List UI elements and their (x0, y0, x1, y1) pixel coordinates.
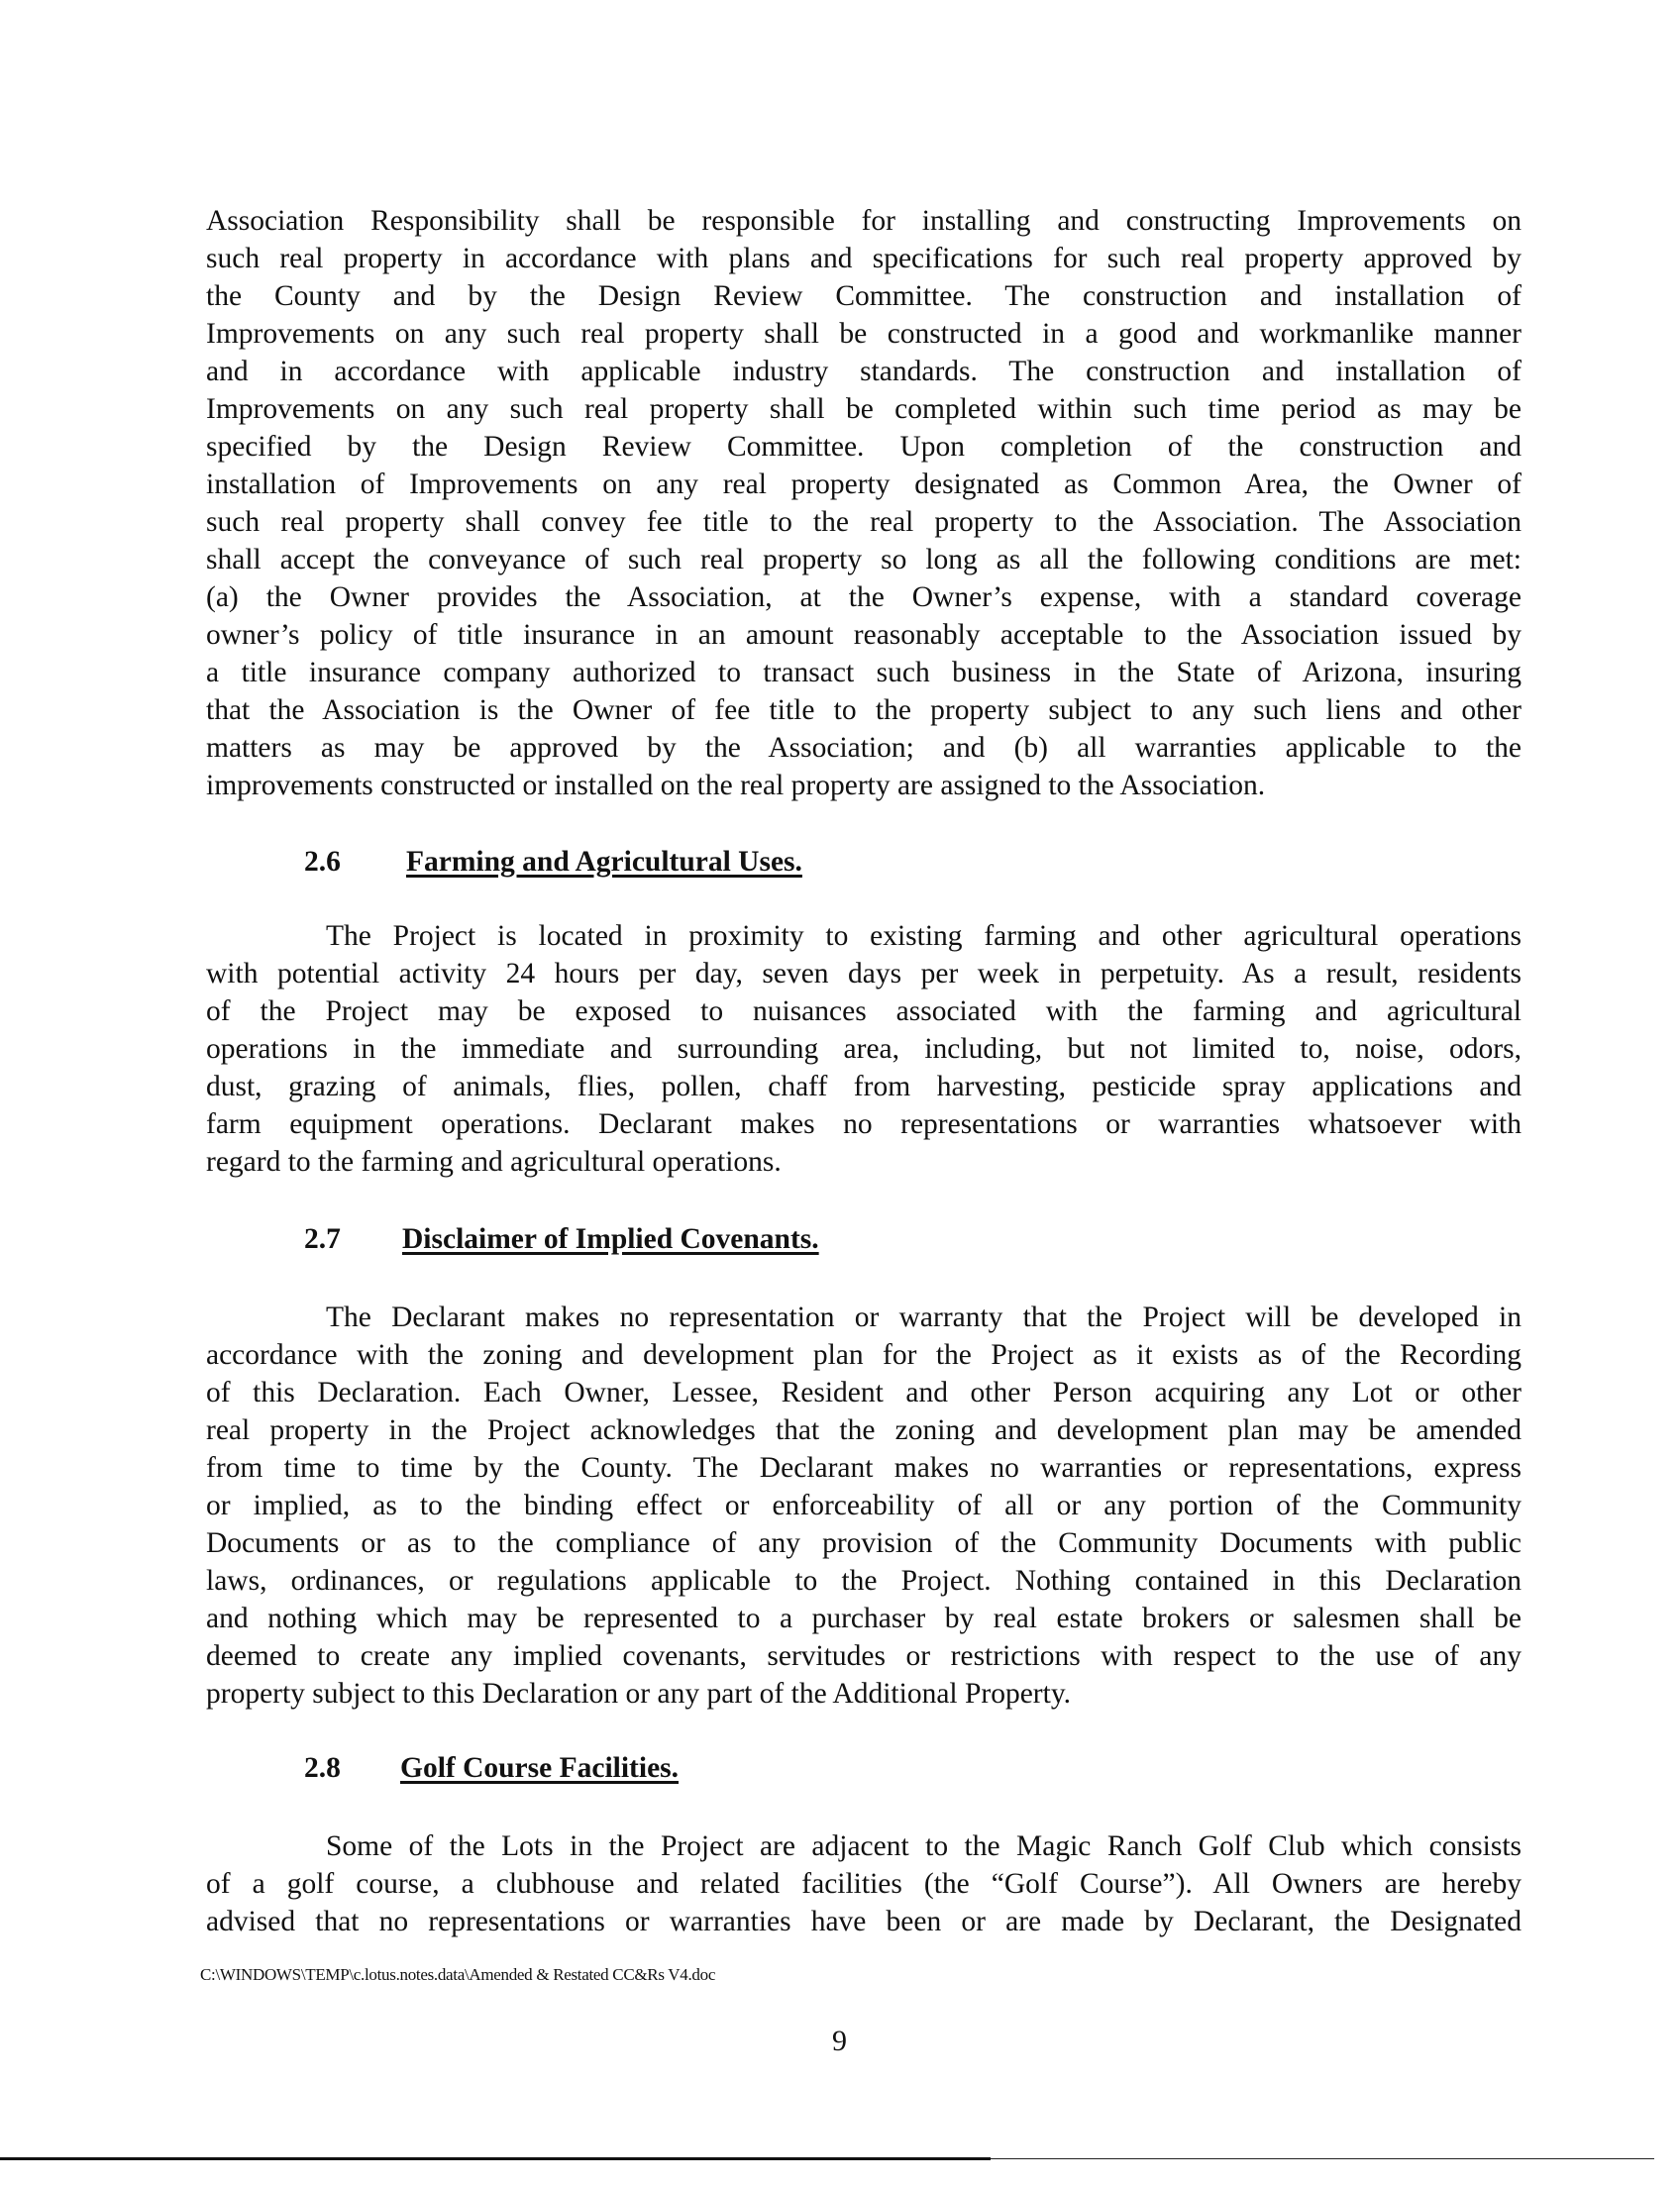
section-number: 2.8 (304, 1752, 341, 1784)
paragraph-line: of this Declaration. Each Owner, Lessee, Resident and other Person acquiring any Lot or other (206, 1377, 1522, 1408)
paragraph-line: Some of the Lots in the Project are adjacent to the Magic Ranch Golf Club which consists (326, 1830, 1522, 1862)
paragraph-line: shall accept the conveyance of such real property so long as all the following conditions are met: (206, 544, 1522, 575)
paragraph-line: Improvements on any such real property shall be constructed in a good and workmanlike manner (206, 318, 1522, 350)
paragraph-line: specified by the Design Review Committee. Upon completion of the construction and (206, 431, 1522, 463)
paragraph-line: The Project is located in proximity to existing farming and other agricultural operations (326, 920, 1522, 952)
paragraph-line: with potential activity 24 hours per day, seven days per week in perpetuity. As a result, residents (206, 958, 1522, 989)
paragraph-line: Documents or as to the compliance of any provision of the Community Documents with public (206, 1527, 1522, 1559)
paragraph-line: regard to the farming and agricultural operations. (206, 1146, 782, 1178)
paragraph-line: dust, grazing of animals, flies, pollen, chaff from harvesting, pesticide spray applications and (206, 1071, 1522, 1102)
paragraph-line: the County and by the Design Review Committee. The construction and installation of (206, 280, 1522, 312)
paragraph-line: and nothing which may be represented to a purchaser by real estate brokers or salesmen shall be (206, 1603, 1522, 1634)
paragraph-line: farm equipment operations. Declarant makes no representations or warranties whatsoever with (206, 1108, 1522, 1140)
paragraph-line: operations in the immediate and surrounding area, including, but not limited to, noise, odors, (206, 1033, 1522, 1065)
paragraph-line: Improvements on any such real property shall be completed within such time period as may be (206, 393, 1522, 425)
section-title: Farming and Agricultural Uses. (406, 846, 802, 878)
paragraph-line: The Declarant makes no representation or warranty that the Project will be developed in (326, 1302, 1522, 1333)
footer-file-path: C:\WINDOWS\TEMP\c.lotus.notes.data\Amended & Restated CC&Rs V4.doc (200, 1965, 716, 1984)
paragraph-line: of the Project may be exposed to nuisances associated with the farming and agricultural (206, 995, 1522, 1027)
section-title: Disclaimer of Implied Covenants. (402, 1223, 819, 1255)
paragraph-line: advised that no representations or warranties have been or are made by Declarant, the Designated (206, 1906, 1522, 1937)
paragraph-line: deemed to create any implied covenants, servitudes or restrictions with respect to the use of any (206, 1640, 1522, 1672)
paragraph-line: and in accordance with applicable industry standards. The construction and installation of (206, 356, 1522, 387)
paragraph-line: from time to time by the County. The Declarant makes no warranties or representations, express (206, 1452, 1522, 1484)
paragraph-line: property subject to this Declaration or any part of the Additional Property. (206, 1678, 1072, 1710)
page-number: 9 (832, 2025, 847, 2057)
scan-edge-line-thin (991, 2158, 1654, 2159)
section-title: Golf Course Facilities. (400, 1752, 680, 1784)
paragraph-line: Association Responsibility shall be responsible for installing and constructing Improvements on (206, 205, 1522, 237)
paragraph-line: matters as may be approved by the Association; and (b) all warranties applicable to the (206, 732, 1522, 764)
paragraph-line: a title insurance company authorized to transact such business in the State of Arizona, insuring (206, 657, 1522, 688)
scan-edge-line (0, 2157, 991, 2160)
paragraph-line: of a golf course, a clubhouse and related facilities (the “Golf Course”). All Owners are hereby (206, 1868, 1522, 1900)
section-number: 2.6 (304, 846, 341, 878)
paragraph-line: owner’s policy of title insurance in an amount reasonably acceptable to the Association issued by (206, 619, 1522, 651)
paragraph-line: improvements constructed or installed on the real property are assigned to the Association. (206, 770, 1266, 801)
paragraph-line: that the Association is the Owner of fee title to the property subject to any such liens and other (206, 694, 1522, 726)
paragraph-line: accordance with the zoning and development plan for the Project as it exists as of the Recording (206, 1339, 1522, 1371)
paragraph-line: laws, ordinances, or regulations applicable to the Project. Nothing contained in this Declaration (206, 1565, 1522, 1597)
section-number: 2.7 (304, 1223, 341, 1255)
paragraph-line: or implied, as to the binding effect or enforceability of all or any portion of the Community (206, 1490, 1522, 1521)
paragraph-line: such real property shall convey fee title to the real property to the Association. The Association (206, 506, 1522, 538)
paragraph-line: (a) the Owner provides the Association, at the Owner’s expense, with a standard coverage (206, 581, 1522, 613)
paragraph-line: installation of Improvements on any real property designated as Common Area, the Owner of (206, 469, 1522, 500)
paragraph-line: real property in the Project acknowledges that the zoning and development plan may be amended (206, 1414, 1522, 1446)
paragraph-line: such real property in accordance with plans and specifications for such real property approved by (206, 243, 1522, 274)
